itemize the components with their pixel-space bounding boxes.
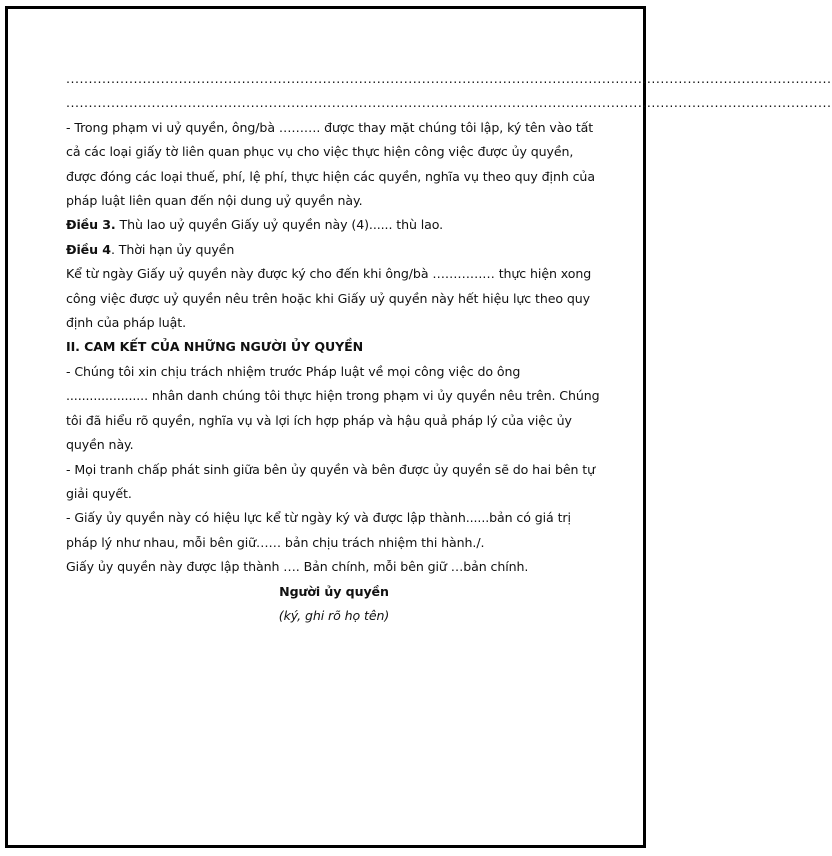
article-3-text: Thù lao uỷ quyền Giấy uỷ quyền này (4)...... thù lao.: [115, 217, 444, 233]
document-body: [66, 67, 832, 628]
dotted-line-2: ..........................................................................................................................................................................: [66, 95, 832, 111]
article-4-text: . Thời hạn ủy quyền: [110, 241, 235, 257]
article-3: [66, 213, 602, 237]
commitment-paragraph-3: - Giấy ủy quyền này có hiệu lực kể từ ngày ký và được lập thành......bản có giá trị pháp lý như nhau, mỗi bên giữ…… bản chịu trách nhiệm thi hành./.: [66, 510, 575, 550]
article-4-label: Điều 4: [66, 241, 111, 257]
signer-note: (ký, ghi rõ họ tên): [278, 607, 390, 623]
commitment-paragraph-2: - Mọi tranh chấp phát sinh giữa bên ủy quyền và bên được ủy quyền sẽ do hai bên tự giải quyết.: [66, 461, 599, 501]
term-paragraph: Kể từ ngày Giấy uỷ quyền này được ký cho đến khi ông/bà …………… thực hiện xong công việc được uỷ quyền nêu trên hoặc khi Giấy uỷ quyền này hết hiệu lực theo quy định của pháp luật.: [66, 266, 596, 331]
commitment-paragraph-1: - Chúng tôi xin chịu trách nhiệm trước Pháp luật về mọi công việc do ông ..................... nhân danh chúng tôi thực hiện trong phạm vi ủy quyền nêu trên. Chúng tôi đã hiểu rõ quyền, nghĩa vụ và lợi ích hợp pháp và hậu quả pháp lý của việc ủy quyền này.: [66, 363, 604, 453]
signer-title: Người ủy quyền: [279, 583, 389, 599]
dotted-line-1: ..........................................................................................................................................................................: [66, 71, 832, 86]
section-2-heading: II. CAM KẾT CỦA NHỮNG NGƯỜI ỦY QUYỀN: [66, 339, 364, 355]
article-3-label: Điều 3.: [66, 217, 116, 233]
page-frame: [5, 6, 832, 848]
scope-paragraph: - Trong phạm vi uỷ quyền, ông/bà ………. được thay mặt chúng tôi lập, ký tên vào tất cả các loại giấy tờ liên quan phục vụ cho việc thực hiện công việc được ủy quyền, được đóng các loại thuế, phí, lệ phí, thực hiện các quyền, nghĩa vụ theo quy định của pháp luật liên quan đến nội dung uỷ quyền này.: [66, 119, 599, 209]
copies-line: Giấy ủy quyền này được lập thành …. Bản chính, mỗi bên giữ …bản chính.: [66, 559, 529, 575]
article-4: [66, 238, 602, 262]
